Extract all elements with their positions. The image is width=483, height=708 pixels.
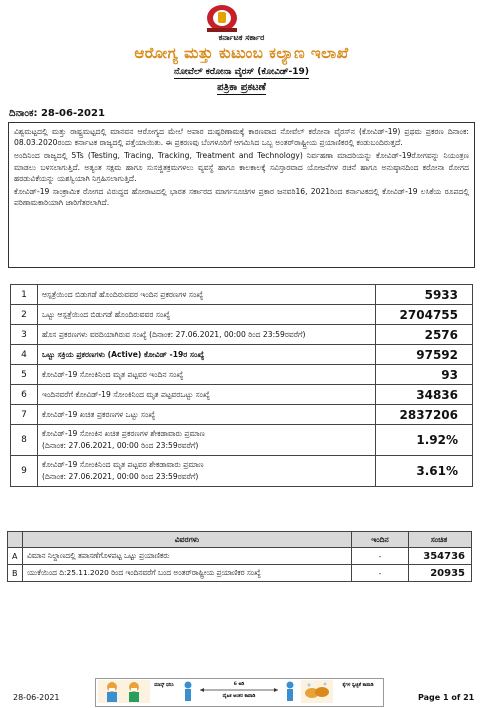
row-label: ಒಟ್ಟು ಆಸ್ಪತ್ರೆಯಿಂದ ಬಿಡುಗಡೆ ಹೊಂದಿರುವವರ ಸಂಖ್ಯೆ <box>38 305 376 325</box>
table-row <box>11 456 473 487</box>
row-label-line1: ಕೋವಿಡ್-19 ಸೋಂಕಿನ ಖಚಿತ ಪ್ರಕರಣಗಳ ಶೇಕಡಾವಾರು ಪ್ರಮಾಣ <box>42 429 205 438</box>
row-key: A <box>8 548 23 565</box>
table-row <box>11 325 473 345</box>
covid-awareness-banner <box>95 678 384 707</box>
row-value: 5933 <box>376 285 473 305</box>
row-number: 4 <box>11 345 38 365</box>
table-row <box>8 565 472 582</box>
banner-distance-value: 6 ಅಡಿ <box>233 682 245 687</box>
intro-paragraph-2: ಅಂದಿನಿಂದ ರಾಜ್ಯದಲ್ಲಿ 5Ts (Testing, Tracing, Tracking, Treatment and Technology) ನಿರ್ವಹಣಾ ಮಾದರಿಯನ್ನು ಕೋವಿಡ್-19ರೋಗವನ್ನು ನಿಯಂತ್ರಣ ಮಾಡಲು ಬಳಸಲಾಗುತ್ತಿದೆ. ಅತ್ಯಂತ ಸಕ್ಷಮ ಹಾಗೂ ಸುಸಜ್ಜಿತಕ್ರಮಗಳಲು ವ್ಯವಸ್ಥೆ ಹಾಗೂ ಕಾಲಕಾಲಕ್ಕೆ ಸವಿಸ್ತಾರವಾದ ಯೋಜನೆಗಳ ರಚನೆ ಹಾಗೂ ಅನುಷ್ಠಾನದಿಂದ ಕರೋನಾ ರೋಗದ ಹರಡುವಿಕೆಯನ್ನು ಯಶಸ್ವಿಯಾಗಿ ನಿಗ್ರಹಿಸಲಾಗುತ್ತಿದೆ. <box>14 151 469 183</box>
row-number: 1 <box>11 285 38 305</box>
document-type-text: ಪತ್ರಿಕಾ ಪ್ರಕಟಣೆ <box>217 82 266 93</box>
row-label-line2: (ದಿನಾಂಕ: 27.06.2021, 00:00 ರಿಂದ 23:59ರವರೆಗೆ) <box>42 472 199 481</box>
row-number: 8 <box>11 425 38 456</box>
row-value: 93 <box>376 365 473 385</box>
row-label: ಇಂದಿನವರೆಗೆ ಕೋವಿಡ್-19 ಸೋಂಕಿನಿಂದ ಮೃತ ಪಟ್ಟವರಒಟ್ಟು ಸಂಖ್ಯೆ <box>38 385 376 405</box>
table-row <box>11 345 473 365</box>
release-date: ದಿನಾಂಕ: 28-06-2021 <box>9 108 105 119</box>
subject-text: ನೋವೆಲ್ ಕರೋನಾ ವೈರಸ್ (ಕೋವಿಡ್-19) <box>174 67 309 77</box>
row-number: 9 <box>11 456 38 487</box>
table-row <box>8 548 472 565</box>
row-number: 5 <box>11 365 38 385</box>
row-value: 97592 <box>376 345 473 365</box>
row-today: - <box>352 548 409 565</box>
travellers-table <box>7 531 472 582</box>
row-label-line2: (ದಿನಾಂಕ: 27.06.2021, 00:00 ರಿಂದ 23:59ರವರೆಗೆ) <box>42 441 199 450</box>
row-number: 3 <box>11 325 38 345</box>
row-label: ಹೊಸ ಪ್ರಕರಣಗಳು ವರದಿಯಾಗಿರುವ ಸಂಖ್ಯೆ (ದಿನಾಂಕ: 27.06.2021, 00:00 ರಿಂದ 23:59ರವರೆಗೆ) <box>38 325 376 345</box>
footer <box>0 673 483 708</box>
row-label: ಒಟ್ಟು ಸಕ್ರಿಯ ಪ್ರಕರಣಗಳು (Active) ಕೋವಿಡ್ -19ರ ಸಂಖ್ಯೆ <box>38 345 376 365</box>
row-value: 2576 <box>376 325 473 345</box>
header-total: ಸಂಚಿತ <box>409 532 472 548</box>
row-value: 2704755 <box>376 305 473 325</box>
department-title: ಆರೋಗ್ಯ ಮತ್ತು ಕುಟುಂಬ ಕಲ್ಯಾಣ ಇಲಾಖೆ <box>134 44 349 62</box>
document-type <box>0 82 483 93</box>
intro-box <box>8 122 475 268</box>
handwash-icon <box>301 680 333 703</box>
banner-distance-text: ದೈಹಿಕ ಅಂತರ ಕಾಪಾಡಿ <box>222 694 256 699</box>
table-row <box>11 405 473 425</box>
row-number: 2 <box>11 305 38 325</box>
header-blank <box>8 532 23 548</box>
row-value: 34836 <box>376 385 473 405</box>
row-label <box>38 425 376 456</box>
row-label: ಆಸ್ಪತ್ರೆಯಿಂದ ಬಿಡುಗಡೆ ಹೊಂದಿರುವವರ ಇಂದಿನ ಪ್ರಕರಣಗಳ ಸಂಖ್ಯೆ <box>38 285 376 305</box>
page-number: Page 1 of 21 <box>418 693 475 702</box>
row-value: 2837206 <box>376 405 473 425</box>
banner-mask-text: ಮಾಸ್ಕ್ ಧರಿಸಿ <box>154 683 174 688</box>
row-key: B <box>8 565 23 582</box>
table-row <box>11 365 473 385</box>
government-name: ಕರ್ನಾಟಕ ಸರ್ಕಾರ <box>218 33 265 42</box>
footer-date: 28-06-2021 <box>13 693 60 702</box>
row-number: 7 <box>11 405 38 425</box>
table-row <box>11 305 473 325</box>
row-label: ಯುಕೆಯಿಂದ ದಿ:25.11.2020 ರಿಂದ ಇಂದಿನವರೆಗೆ ಬಂದ ಅಂತರ್‌ರಾಷ್ಟ್ರೀಯ ಪ್ರಯಾಣಿಕರ ಸಂಖ್ಯೆ <box>23 565 352 582</box>
karnataka-emblem-icon <box>205 3 239 33</box>
row-label <box>38 456 376 487</box>
covid-stats-table <box>10 284 473 487</box>
header-details: ವಿವರಗಳು <box>23 532 352 548</box>
row-label-line1: ಕೋವಿಡ್-19 ಸೋಂಕಿನಿಂದ ಮೃತ ಪಟ್ಟವರ ಶೇಕಡಾವಾರು ಪ್ರಮಾಣ <box>42 460 204 469</box>
mask-people-icon <box>98 680 150 703</box>
intro-paragraph-1: ವಿಶ್ವಮಟ್ಟದಲ್ಲಿ ಮತ್ತು ರಾಷ್ಟ್ರಮಟ್ಟದಲ್ಲಿ ಮಾನವನ ಆರೋಗ್ಯದ ಮೇಲೆ ಅಪಾರ ದುಷ್ಪರಿಣಾಮಕ್ಕೆ ಕಾರಣವಾದ ನೋವೆಲ್ ಕರೋನಾ ವೈರಸ್‌ನ (ಕೋವಿಡ್-19) ಪ್ರಥಮ ಪ್ರಕರಣ ದಿನಾಂಕ: 08.03.2020ರಂದು ಕರ್ನಾಟಕ ರಾಜ್ಯದಲ್ಲಿ ಪತ್ತೆಯಾಯಿತು. ಈ ಪ್ರಕರಣವು ಬೆಂಗಳೂರಿಗೆ ಆಗಮಿಸಿದ ಒಬ್ಬ ಅಂತರ್‌ರಾಷ್ಟ್ರೀಯ ಪ್ರಯಾಣಿಕರಲ್ಲಿ ಕಂಡುಬಂದಿರುತ್ತದೆ. <box>14 127 469 148</box>
subject-title <box>0 67 483 77</box>
row-value: 1.92% <box>376 425 473 456</box>
table-row <box>11 285 473 305</box>
row-total: 354736 <box>409 548 472 565</box>
table-row <box>11 385 473 405</box>
intro-paragraph-3: ಕೋವಿಡ್-19 ಸಾಂಕ್ರಾಮಿಕ ರೋಗದ ವಿರುದ್ಧದ ಹೋರಾಟದಲ್ಲಿ ಭಾರತ ಸರ್ಕಾರದ ಮಾರ್ಗಸೂಚಿಗಳ ಪ್ರಕಾರ ಜನವರಿ16, 2021ರಿಂದ ಕರ್ನಾಟಕದಲ್ಲಿ ಕೋವಿಡ್-19 ಲಸಿಕೆಯ ರೂಪದಲ್ಲಿ ಪರಿಣಾಮಕಾರಿಯಾಗಿ ಜಾರಿಗೆತರಲಾಗಿದೆ. <box>14 187 469 208</box>
row-label: ವಿಮಾನ ನಿಲ್ದಾಣದಲ್ಲಿ ತಪಾಸಣೆಗೊಳಪಟ್ಟ ಒಟ್ಟು ಪ್ರಯಾಣಿಕರು <box>23 548 352 565</box>
row-value: 3.61% <box>376 456 473 487</box>
row-label: ಕೋವಿಡ್-19 ಸೋಂಕಿನಿಂದ ಮೃತ ಪಟ್ಟವರ ಇಂದಿನ ಸಂಖ್ಯೆ <box>38 365 376 385</box>
row-number: 6 <box>11 385 38 405</box>
row-total: 20935 <box>409 565 472 582</box>
table-header-row <box>8 532 472 548</box>
row-today: - <box>352 565 409 582</box>
header-today: ಇಂದಿನ <box>352 532 409 548</box>
banner-hands-text: ಕೈಗಳ ಸ್ವಚ್ಛತೆ ಕಾಪಾಡಿ <box>342 683 374 688</box>
row-label: ಕೋವಿಡ್-19 ಖಚಿತ ಪ್ರಕರಣಗಳ ಒಟ್ಟು ಸಂಖ್ಯೆ <box>38 405 376 425</box>
table-row <box>11 425 473 456</box>
